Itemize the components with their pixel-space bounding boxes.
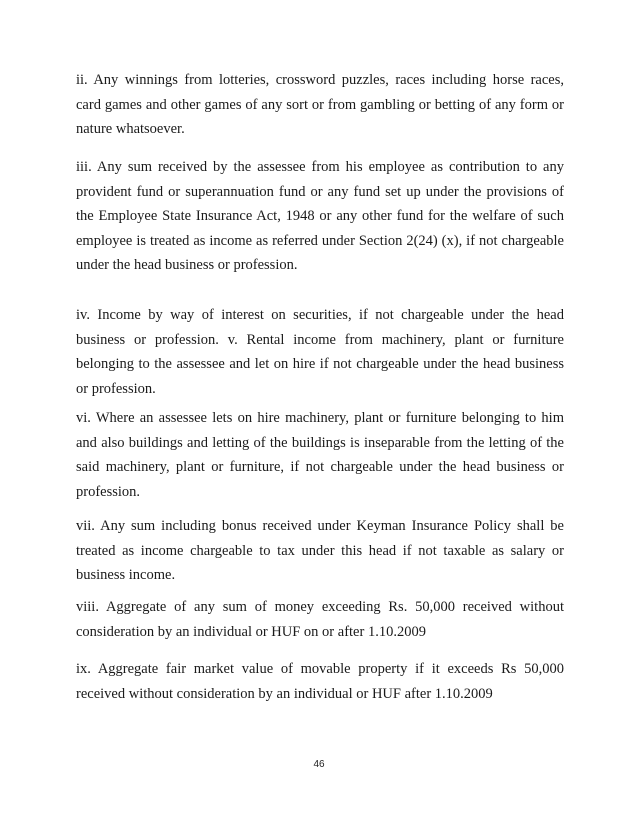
paragraph-vi: vi. Where an assessee lets on hire machinery, plant or furniture belonging to him and also buildings and letting of the buildings is inseparable from the letting of the said machinery, plant or furniture, if not chargeable under the head business or profession.: [76, 410, 564, 500]
paragraph-vii: vii. Any sum including bonus received under Keyman Insurance Policy shall be treated as income chargeable to tax under this head if not taxable as salary or business income.: [76, 518, 564, 583]
paragraph-iv: iv. Income by way of interest on securities, if not chargeable under the head business or profession. v. Rental income from machinery, plant or furniture belonging to the assessee and let on hire if not chargeable under the head business or profession.: [76, 307, 564, 397]
page-number: 46: [313, 759, 325, 770]
paragraph-ii: ii. Any winnings from lotteries, crossword puzzles, races including horse races, card games and other games of any sort or from gambling or betting of any form or nature whatsoever.: [76, 72, 564, 137]
paragraph-viii: viii. Aggregate of any sum of money exceeding Rs. 50,000 received without consideration by an individual or HUF on or after 1.10.2009: [76, 599, 564, 640]
paragraph-ix: ix. Aggregate fair market value of movable property if it exceeds Rs 50,000 received without consideration by an individual or HUF after 1.10.2009: [76, 661, 564, 702]
paragraph-iii: iii. Any sum received by the assessee from his employee as contribution to any provident fund or superannuation fund or any fund set up under the provisions of the Employee State Insurance Act, 1948 or any other fund for the welfare of such employee is treated as income as referred under Section 2(24) (x), if not chargeable under the head business or profession.: [76, 159, 564, 273]
